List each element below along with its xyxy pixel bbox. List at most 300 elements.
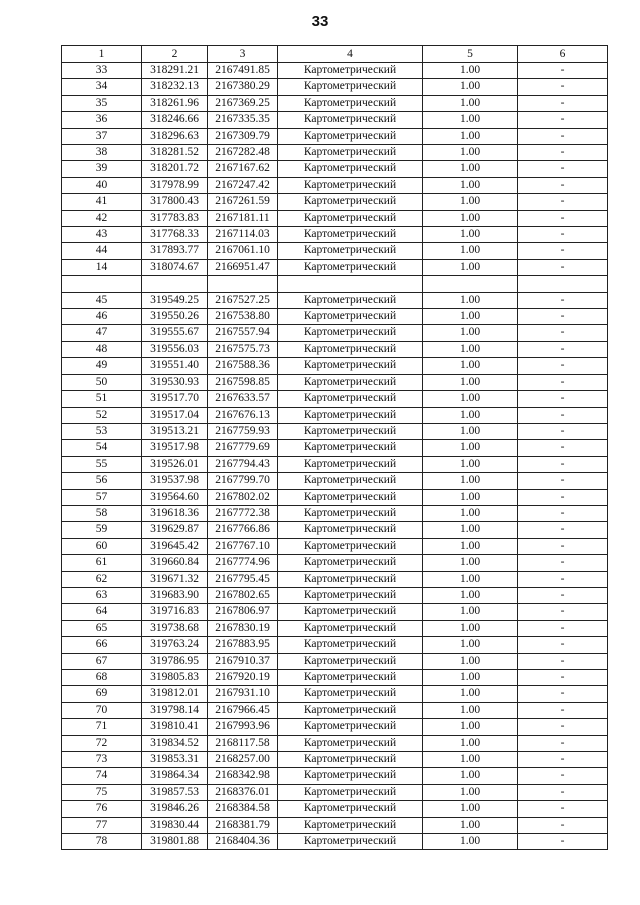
description-cell: -: [518, 325, 608, 341]
description-cell: -: [518, 423, 608, 439]
y-coordinate-cell: 2167575.73: [208, 341, 278, 357]
y-coordinate-cell: 2167676.13: [208, 407, 278, 423]
method-cell: Картометрический: [278, 637, 423, 653]
accuracy-cell: 1.00: [423, 341, 518, 357]
point-number-cell: 35: [62, 95, 142, 111]
table-row: [62, 522, 608, 538]
description-cell: -: [518, 194, 608, 210]
table-row: [62, 686, 608, 702]
table-row: [62, 719, 608, 735]
point-number-cell: 78: [62, 834, 142, 850]
x-coordinate-cell: 319857.53: [142, 784, 208, 800]
accuracy-cell: 1.00: [423, 735, 518, 751]
x-coordinate-cell: 319550.26: [142, 309, 208, 325]
y-coordinate-cell: 2167261.59: [208, 194, 278, 210]
y-coordinate-cell: 2167802.65: [208, 587, 278, 603]
accuracy-cell: 1.00: [423, 309, 518, 325]
x-coordinate-cell: 317893.77: [142, 243, 208, 259]
point-number-cell: 73: [62, 752, 142, 768]
x-coordinate-cell: 319805.83: [142, 670, 208, 686]
y-coordinate-cell: 2167802.02: [208, 489, 278, 505]
y-coordinate-cell: 2167794.43: [208, 456, 278, 472]
accuracy-cell: 1.00: [423, 817, 518, 833]
point-number-cell: 38: [62, 145, 142, 161]
description-cell: -: [518, 587, 608, 603]
accuracy-cell: 1.00: [423, 161, 518, 177]
x-coordinate-cell: 319556.03: [142, 341, 208, 357]
table-row: [62, 702, 608, 718]
accuracy-cell: 1.00: [423, 801, 518, 817]
point-number-cell: 56: [62, 473, 142, 489]
table-row: [62, 456, 608, 472]
method-cell: Картометрический: [278, 325, 423, 341]
x-coordinate-cell: 318074.67: [142, 259, 208, 275]
description-cell: -: [518, 637, 608, 653]
point-number-cell: 34: [62, 79, 142, 95]
method-cell: Картометрический: [278, 194, 423, 210]
accuracy-cell: 1.00: [423, 210, 518, 226]
accuracy-cell: 1.00: [423, 555, 518, 571]
table-row: [62, 128, 608, 144]
method-cell: Картометрический: [278, 768, 423, 784]
table-row: [62, 784, 608, 800]
accuracy-cell: 1.00: [423, 112, 518, 128]
accuracy-cell: 1.00: [423, 719, 518, 735]
method-cell: Картометрический: [278, 128, 423, 144]
y-coordinate-cell: 2168384.58: [208, 801, 278, 817]
method-cell: Картометрический: [278, 587, 423, 603]
point-number-cell: 42: [62, 210, 142, 226]
x-coordinate-cell: 319629.87: [142, 522, 208, 538]
accuracy-cell: 1.00: [423, 752, 518, 768]
y-coordinate-cell: 2167993.96: [208, 719, 278, 735]
y-coordinate-cell: 2167799.70: [208, 473, 278, 489]
table-row: [62, 505, 608, 521]
y-coordinate-cell: 2167920.19: [208, 670, 278, 686]
point-number-cell: 52: [62, 407, 142, 423]
point-number-cell: 71: [62, 719, 142, 735]
description-cell: -: [518, 63, 608, 79]
method-cell: Картометрический: [278, 456, 423, 472]
table-row: [62, 473, 608, 489]
column-header-2: 2: [142, 46, 208, 63]
y-coordinate-cell: 2167114.03: [208, 227, 278, 243]
point-number-cell: 62: [62, 571, 142, 587]
x-coordinate-cell: 318281.52: [142, 145, 208, 161]
method-cell: Картометрический: [278, 243, 423, 259]
x-coordinate-cell: 317783.83: [142, 210, 208, 226]
accuracy-cell: 1.00: [423, 145, 518, 161]
accuracy-cell: 1.00: [423, 686, 518, 702]
y-coordinate-cell: 2167167.62: [208, 161, 278, 177]
table-row: [62, 768, 608, 784]
y-coordinate-cell: 2167557.94: [208, 325, 278, 341]
description-cell: -: [518, 505, 608, 521]
x-coordinate-cell: 319564.60: [142, 489, 208, 505]
method-cell: Картометрический: [278, 670, 423, 686]
method-cell: Картометрический: [278, 719, 423, 735]
point-number-cell: 36: [62, 112, 142, 128]
method-cell: Картометрический: [278, 177, 423, 193]
method-cell: Картометрический: [278, 686, 423, 702]
point-number-cell: 40: [62, 177, 142, 193]
table-row: [62, 227, 608, 243]
point-number-cell: 33: [62, 63, 142, 79]
point-number-cell: 69: [62, 686, 142, 702]
x-coordinate-cell: 319830.44: [142, 817, 208, 833]
x-coordinate-cell: 318232.13: [142, 79, 208, 95]
description-cell: -: [518, 243, 608, 259]
table-row: [62, 538, 608, 554]
table-header-row: [62, 46, 608, 63]
point-number-cell: 44: [62, 243, 142, 259]
table-row: [62, 735, 608, 751]
accuracy-cell: 1.00: [423, 391, 518, 407]
method-cell: Картометрический: [278, 801, 423, 817]
table-row: [62, 817, 608, 833]
description-cell: -: [518, 752, 608, 768]
accuracy-cell: 1.00: [423, 194, 518, 210]
description-cell: -: [518, 407, 608, 423]
table-row: [62, 95, 608, 111]
x-coordinate-cell: 317768.33: [142, 227, 208, 243]
x-coordinate-cell: 318291.21: [142, 63, 208, 79]
x-coordinate-cell: 318296.63: [142, 128, 208, 144]
x-coordinate-cell: 319526.01: [142, 456, 208, 472]
table-row: [62, 145, 608, 161]
point-number-cell: 43: [62, 227, 142, 243]
accuracy-cell: 1.00: [423, 768, 518, 784]
x-coordinate-cell: 319683.90: [142, 587, 208, 603]
y-coordinate-cell: 2167806.97: [208, 604, 278, 620]
method-cell: Картометрический: [278, 440, 423, 456]
y-coordinate-cell: 2168376.01: [208, 784, 278, 800]
method-cell: Картометрический: [278, 145, 423, 161]
x-coordinate-cell: 318246.66: [142, 112, 208, 128]
description-cell: -: [518, 456, 608, 472]
description-cell: -: [518, 161, 608, 177]
description-cell: -: [518, 145, 608, 161]
x-coordinate-cell: 319786.95: [142, 653, 208, 669]
y-coordinate-cell: 2167766.86: [208, 522, 278, 538]
accuracy-cell: 1.00: [423, 571, 518, 587]
coordinates-table-body: [62, 46, 608, 850]
y-coordinate-cell: 2167779.69: [208, 440, 278, 456]
accuracy-cell: 1.00: [423, 79, 518, 95]
description-cell: -: [518, 341, 608, 357]
x-coordinate-cell: 318261.96: [142, 95, 208, 111]
point-number-cell: 72: [62, 735, 142, 751]
table-row: [62, 292, 608, 308]
method-cell: Картометрический: [278, 341, 423, 357]
x-coordinate-cell: 319517.98: [142, 440, 208, 456]
y-coordinate-cell: 2167369.25: [208, 95, 278, 111]
method-cell: Картометрический: [278, 817, 423, 833]
method-cell: Картометрический: [278, 259, 423, 275]
y-coordinate-cell: 2167380.29: [208, 79, 278, 95]
point-number-cell: 39: [62, 161, 142, 177]
table-row: [62, 243, 608, 259]
point-number-cell: 37: [62, 128, 142, 144]
x-coordinate-cell: 319555.67: [142, 325, 208, 341]
x-coordinate-cell: 319716.83: [142, 604, 208, 620]
point-number-cell: 14: [62, 259, 142, 275]
description-cell: -: [518, 259, 608, 275]
x-coordinate-cell: 317800.43: [142, 194, 208, 210]
table-row: [62, 555, 608, 571]
point-number-cell: [62, 276, 142, 292]
description-cell: -: [518, 801, 608, 817]
column-header-6: 6: [518, 46, 608, 63]
description-cell: -: [518, 768, 608, 784]
y-coordinate-cell: 2167772.38: [208, 505, 278, 521]
y-coordinate-cell: 2167767.10: [208, 538, 278, 554]
method-cell: Картометрический: [278, 505, 423, 521]
accuracy-cell: 1.00: [423, 63, 518, 79]
point-number-cell: 77: [62, 817, 142, 833]
point-number-cell: 41: [62, 194, 142, 210]
point-number-cell: 59: [62, 522, 142, 538]
x-coordinate-cell: 319660.84: [142, 555, 208, 571]
table-row: [62, 834, 608, 850]
x-coordinate-cell: 319549.25: [142, 292, 208, 308]
table-row: [62, 374, 608, 390]
description-cell: -: [518, 489, 608, 505]
table-row: [62, 177, 608, 193]
description-cell: -: [518, 784, 608, 800]
description-cell: -: [518, 79, 608, 95]
y-coordinate-cell: 2167335.35: [208, 112, 278, 128]
column-header-1: 1: [62, 46, 142, 63]
method-cell: [278, 276, 423, 292]
table-row: [62, 440, 608, 456]
table-row: [62, 161, 608, 177]
x-coordinate-cell: 319864.34: [142, 768, 208, 784]
table-row: [62, 604, 608, 620]
description-cell: -: [518, 620, 608, 636]
y-coordinate-cell: 2168257.00: [208, 752, 278, 768]
point-number-cell: 74: [62, 768, 142, 784]
y-coordinate-cell: 2167061.10: [208, 243, 278, 259]
accuracy-cell: 1.00: [423, 227, 518, 243]
x-coordinate-cell: 319645.42: [142, 538, 208, 554]
coordinates-table: [61, 45, 608, 850]
method-cell: Картометрический: [278, 374, 423, 390]
point-number-cell: 46: [62, 309, 142, 325]
column-header-4: 4: [278, 46, 423, 63]
x-coordinate-cell: 319517.70: [142, 391, 208, 407]
accuracy-cell: 1.00: [423, 505, 518, 521]
description-cell: -: [518, 292, 608, 308]
method-cell: Картометрический: [278, 555, 423, 571]
y-coordinate-cell: 2168381.79: [208, 817, 278, 833]
description-cell: -: [518, 653, 608, 669]
x-coordinate-cell: 319618.36: [142, 505, 208, 521]
point-number-cell: 75: [62, 784, 142, 800]
method-cell: Картометрический: [278, 292, 423, 308]
accuracy-cell: 1.00: [423, 522, 518, 538]
table-row: [62, 276, 608, 292]
y-coordinate-cell: 2167759.93: [208, 423, 278, 439]
method-cell: Картометрический: [278, 161, 423, 177]
description-cell: -: [518, 473, 608, 489]
method-cell: Картометрический: [278, 538, 423, 554]
table-row: [62, 620, 608, 636]
point-number-cell: 60: [62, 538, 142, 554]
table-row: [62, 571, 608, 587]
description-cell: -: [518, 538, 608, 554]
accuracy-cell: 1.00: [423, 456, 518, 472]
description-cell: -: [518, 702, 608, 718]
point-number-cell: 76: [62, 801, 142, 817]
y-coordinate-cell: 2167247.42: [208, 177, 278, 193]
y-coordinate-cell: 2167588.36: [208, 358, 278, 374]
x-coordinate-cell: 319798.14: [142, 702, 208, 718]
description-cell: -: [518, 391, 608, 407]
method-cell: Картометрический: [278, 489, 423, 505]
method-cell: Картометрический: [278, 210, 423, 226]
point-number-cell: 66: [62, 637, 142, 653]
description-cell: -: [518, 834, 608, 850]
accuracy-cell: [423, 276, 518, 292]
accuracy-cell: 1.00: [423, 128, 518, 144]
description-cell: -: [518, 358, 608, 374]
method-cell: Картометрический: [278, 358, 423, 374]
description-cell: -: [518, 210, 608, 226]
description-cell: -: [518, 735, 608, 751]
description-cell: -: [518, 686, 608, 702]
x-coordinate-cell: 319801.88: [142, 834, 208, 850]
y-coordinate-cell: 2167774.96: [208, 555, 278, 571]
method-cell: Картометрический: [278, 834, 423, 850]
accuracy-cell: 1.00: [423, 702, 518, 718]
accuracy-cell: 1.00: [423, 292, 518, 308]
point-number-cell: 47: [62, 325, 142, 341]
y-coordinate-cell: 2167491.85: [208, 63, 278, 79]
table-row: [62, 653, 608, 669]
x-coordinate-cell: 319812.01: [142, 686, 208, 702]
description-cell: -: [518, 817, 608, 833]
table-row: [62, 79, 608, 95]
method-cell: Картометрический: [278, 571, 423, 587]
accuracy-cell: 1.00: [423, 489, 518, 505]
y-coordinate-cell: 2167282.48: [208, 145, 278, 161]
point-number-cell: 63: [62, 587, 142, 603]
y-coordinate-cell: 2167181.11: [208, 210, 278, 226]
accuracy-cell: 1.00: [423, 374, 518, 390]
y-coordinate-cell: 2167910.37: [208, 653, 278, 669]
accuracy-cell: 1.00: [423, 604, 518, 620]
table-row: [62, 391, 608, 407]
accuracy-cell: 1.00: [423, 177, 518, 193]
y-coordinate-cell: 2167527.25: [208, 292, 278, 308]
description-cell: -: [518, 112, 608, 128]
description-cell: -: [518, 309, 608, 325]
description-cell: -: [518, 522, 608, 538]
point-number-cell: 68: [62, 670, 142, 686]
y-coordinate-cell: 2167931.10: [208, 686, 278, 702]
x-coordinate-cell: 317978.99: [142, 177, 208, 193]
table-row: [62, 259, 608, 275]
accuracy-cell: 1.00: [423, 473, 518, 489]
accuracy-cell: 1.00: [423, 423, 518, 439]
y-coordinate-cell: 2167883.95: [208, 637, 278, 653]
accuracy-cell: 1.00: [423, 834, 518, 850]
accuracy-cell: 1.00: [423, 325, 518, 341]
y-coordinate-cell: [208, 276, 278, 292]
y-coordinate-cell: 2167830.19: [208, 620, 278, 636]
point-number-cell: 65: [62, 620, 142, 636]
point-number-cell: 64: [62, 604, 142, 620]
method-cell: Картометрический: [278, 784, 423, 800]
method-cell: Картометрический: [278, 620, 423, 636]
point-number-cell: 48: [62, 341, 142, 357]
table-row: [62, 358, 608, 374]
column-header-3: 3: [208, 46, 278, 63]
x-coordinate-cell: 319513.21: [142, 423, 208, 439]
y-coordinate-cell: 2168117.58: [208, 735, 278, 751]
x-coordinate-cell: 319517.04: [142, 407, 208, 423]
description-cell: -: [518, 440, 608, 456]
method-cell: Картометрический: [278, 391, 423, 407]
description-cell: -: [518, 227, 608, 243]
method-cell: Картометрический: [278, 227, 423, 243]
y-coordinate-cell: 2168342.98: [208, 768, 278, 784]
description-cell: -: [518, 374, 608, 390]
description-cell: -: [518, 555, 608, 571]
point-number-cell: 54: [62, 440, 142, 456]
method-cell: Картометрический: [278, 522, 423, 538]
method-cell: Картометрический: [278, 95, 423, 111]
x-coordinate-cell: [142, 276, 208, 292]
method-cell: Картометрический: [278, 79, 423, 95]
method-cell: Картометрический: [278, 407, 423, 423]
table-row: [62, 407, 608, 423]
point-number-cell: 57: [62, 489, 142, 505]
description-cell: -: [518, 177, 608, 193]
table-row: [62, 194, 608, 210]
description-cell: -: [518, 128, 608, 144]
x-coordinate-cell: 319846.26: [142, 801, 208, 817]
method-cell: Картометрический: [278, 604, 423, 620]
table-row: [62, 309, 608, 325]
x-coordinate-cell: 319763.24: [142, 637, 208, 653]
accuracy-cell: 1.00: [423, 440, 518, 456]
table-row: [62, 210, 608, 226]
x-coordinate-cell: 319853.31: [142, 752, 208, 768]
table-row: [62, 112, 608, 128]
column-header-5: 5: [423, 46, 518, 63]
description-cell: [518, 276, 608, 292]
point-number-cell: 49: [62, 358, 142, 374]
x-coordinate-cell: 318201.72: [142, 161, 208, 177]
accuracy-cell: 1.00: [423, 407, 518, 423]
y-coordinate-cell: 2167795.45: [208, 571, 278, 587]
accuracy-cell: 1.00: [423, 637, 518, 653]
table-row: [62, 587, 608, 603]
description-cell: -: [518, 604, 608, 620]
point-number-cell: 50: [62, 374, 142, 390]
point-number-cell: 70: [62, 702, 142, 718]
method-cell: Картометрический: [278, 735, 423, 751]
accuracy-cell: 1.00: [423, 259, 518, 275]
x-coordinate-cell: 319810.41: [142, 719, 208, 735]
point-number-cell: 55: [62, 456, 142, 472]
table-row: [62, 752, 608, 768]
accuracy-cell: 1.00: [423, 784, 518, 800]
accuracy-cell: 1.00: [423, 670, 518, 686]
description-cell: -: [518, 670, 608, 686]
